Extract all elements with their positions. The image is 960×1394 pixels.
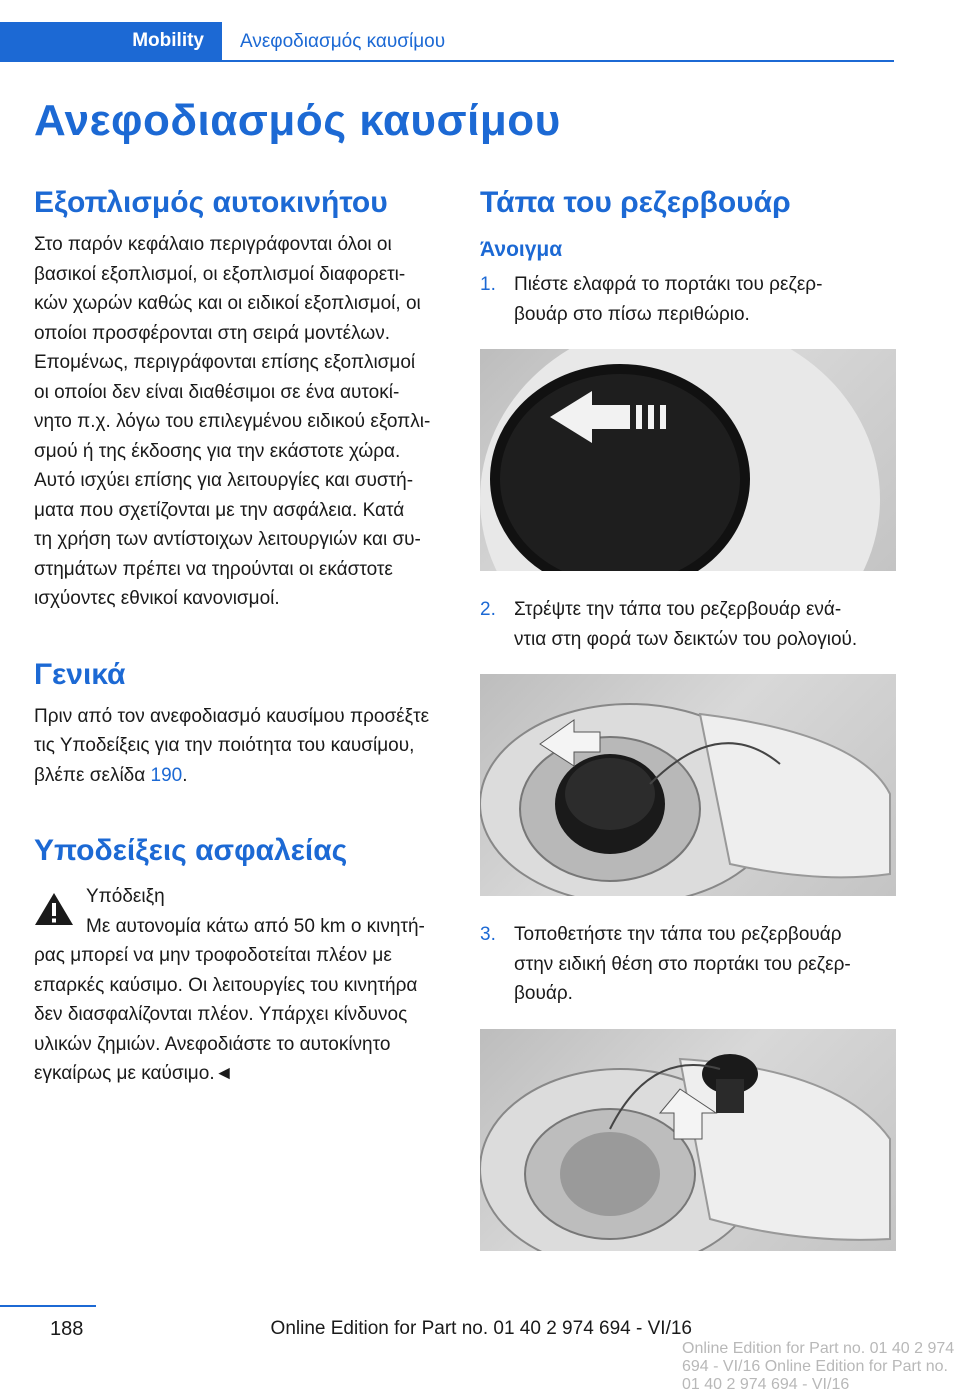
- text-line: δεν διασφαλίζονται πλέον. Υπάρχει κίνδυνος: [34, 1004, 408, 1025]
- step-text: [514, 920, 896, 1009]
- text-line: βασικοί εξοπλισμοί, οι εξοπλισμοί διαφορετι‐: [34, 263, 406, 285]
- figure-turn-fuel-cap: [480, 674, 896, 896]
- text-line: ντια στη φορά των δεικτών του ρολογιού.: [514, 628, 858, 650]
- text-line: Αυτό ισχύει επίσης για λειτουργίες και συστή‐: [34, 470, 414, 491]
- text-line: βουάρ.: [514, 983, 573, 1004]
- step-1: [480, 270, 896, 329]
- text-line: επαρκές καύσιμο. Οι λειτουργίες του κινητήρα: [34, 974, 418, 996]
- step-number: 2.: [480, 599, 496, 620]
- section-general: [34, 656, 454, 791]
- warning-title: Υπόδειξη: [86, 886, 165, 907]
- text-line: Τοποθετήστε την τάπα του ρεζερβουάρ: [514, 924, 842, 945]
- footer-rule: [0, 1305, 96, 1307]
- fuel-filler-cap-heading: Τάπα του ρεζερβουάρ: [480, 186, 791, 219]
- figure-place-fuel-cap: [480, 1029, 896, 1251]
- page-header: [0, 0, 960, 62]
- text-line: Επομένως, περιγράφονται επίσης εξοπλισμοί: [34, 352, 416, 373]
- page-title: Ανεφοδιασμός καυσίμου: [34, 96, 561, 145]
- text-line: οποίοι προσφέρονται στη σειρά μοντέλων.: [34, 322, 390, 344]
- section-vehicle-equipment: [34, 184, 454, 614]
- step-text: [514, 270, 896, 329]
- step-text: [514, 595, 896, 654]
- text-line: οι οποίοι δεν είναι διαθέσιμοι σε ένα αυτοκί‐: [34, 381, 400, 403]
- text-line: Με αυτονομία κάτω από 50 km ο κινητή‐: [86, 915, 425, 937]
- fuel-cap-holder-illustration: [480, 1029, 896, 1251]
- step-3: [480, 920, 896, 1009]
- text-line: ρας μπορεί να μην τροφοδοτείται πλέον με: [34, 945, 392, 966]
- text-line: βουάρ στο πίσω περιθώριο.: [514, 303, 750, 325]
- warning-paragraph: [34, 912, 454, 1089]
- page-reference-link[interactable]: 190: [150, 764, 183, 786]
- page-reference-prefix: βλέπε σελίδα: [34, 764, 151, 786]
- text-line: τη χρήση των αντίστοιχων λειτουργιών και συ‐: [34, 529, 421, 550]
- page-reference-suffix: .: [182, 764, 188, 786]
- section-fuel-filler-cap: [480, 184, 896, 1251]
- text-line: Στρέψτε την τάπα του ρεζερβουάρ ενά‐: [514, 599, 842, 620]
- fuel-flap-illustration: [480, 349, 896, 571]
- figure-press-fuel-flap: [480, 349, 896, 571]
- section-tab-label: Mobility: [132, 30, 204, 51]
- safety-notes-heading: Υποδείξεις ασφαλείας: [34, 834, 348, 867]
- step-number: 1.: [480, 274, 496, 295]
- section-tab-mobility[interactable]: [0, 22, 222, 60]
- text-line: στημάτων πρέπει να τηρούνται οι εκάστοτε: [34, 558, 393, 580]
- text-line: ματα που σχετίζονται με την ασφάλεια. Κατά: [34, 499, 405, 521]
- header-rule: [0, 60, 894, 62]
- text-line: τις Υποδείξεις για την ποιότητα του καυσίμου,: [34, 735, 415, 756]
- opening-subheading: Άνοιγμα: [480, 238, 563, 261]
- chapter-tab[interactable]: Ανεφοδιασμός καυσίμου: [240, 31, 446, 52]
- watermark-text: Online Edition for Part no. 01 40 2 974 694 - VI/16 Online Edition for Part no. 01 40 2 974 694 - VI/16: [682, 1340, 955, 1393]
- general-heading: Γενικά: [34, 657, 126, 691]
- text-line: Πιέστε ελαφρά το πορτάκι του ρεζερ‐: [514, 274, 823, 295]
- text-line: Πριν από τον ανεφοδιασμό καυσίμου προσέξτε: [34, 705, 430, 727]
- text-line: εγκαίρως με καύσιμο.◄: [34, 1063, 234, 1084]
- text-line: στην ειδική θέση στο πορτάκι του ρεζερ‐: [514, 953, 851, 975]
- left-column: [34, 184, 454, 1089]
- general-paragraph: [34, 702, 454, 791]
- footer-edition-text: Online Edition for Part no. 01 40 2 974 694 - VI/16: [270, 1318, 692, 1339]
- right-column: [480, 184, 896, 1275]
- warning-triangle-icon: [34, 892, 74, 926]
- text-line: σμού ή της έκδοσης για την εκάστοτε χώρα.: [34, 440, 401, 462]
- vehicle-equipment-paragraph: [34, 230, 454, 614]
- text-line: νητο π.χ. λόγω του επιλεγμένου ειδικού εξοπλι‐: [34, 411, 431, 432]
- text-line: ισχύοντες εθνικοί κανονισμοί.: [34, 588, 280, 609]
- warning-note: [34, 882, 454, 1089]
- vehicle-equipment-heading: Εξοπλισμός αυτοκινήτου: [34, 186, 388, 219]
- fuel-cap-turn-illustration: [480, 674, 896, 896]
- section-safety-notes: [34, 832, 454, 1089]
- page-number: 188: [50, 1318, 84, 1340]
- step-number: 3.: [480, 924, 496, 945]
- text-line: κών χωρών καθώς και οι ειδικοί εξοπλισμοί, οι: [34, 293, 421, 314]
- text-line: Στο παρόν κεφάλαιο περιγράφονται όλοι οι: [34, 234, 392, 255]
- text-line: υλικών ζημιών. Ανεφοδιάστε το αυτοκίνητο: [34, 1033, 391, 1055]
- step-2: [480, 595, 896, 654]
